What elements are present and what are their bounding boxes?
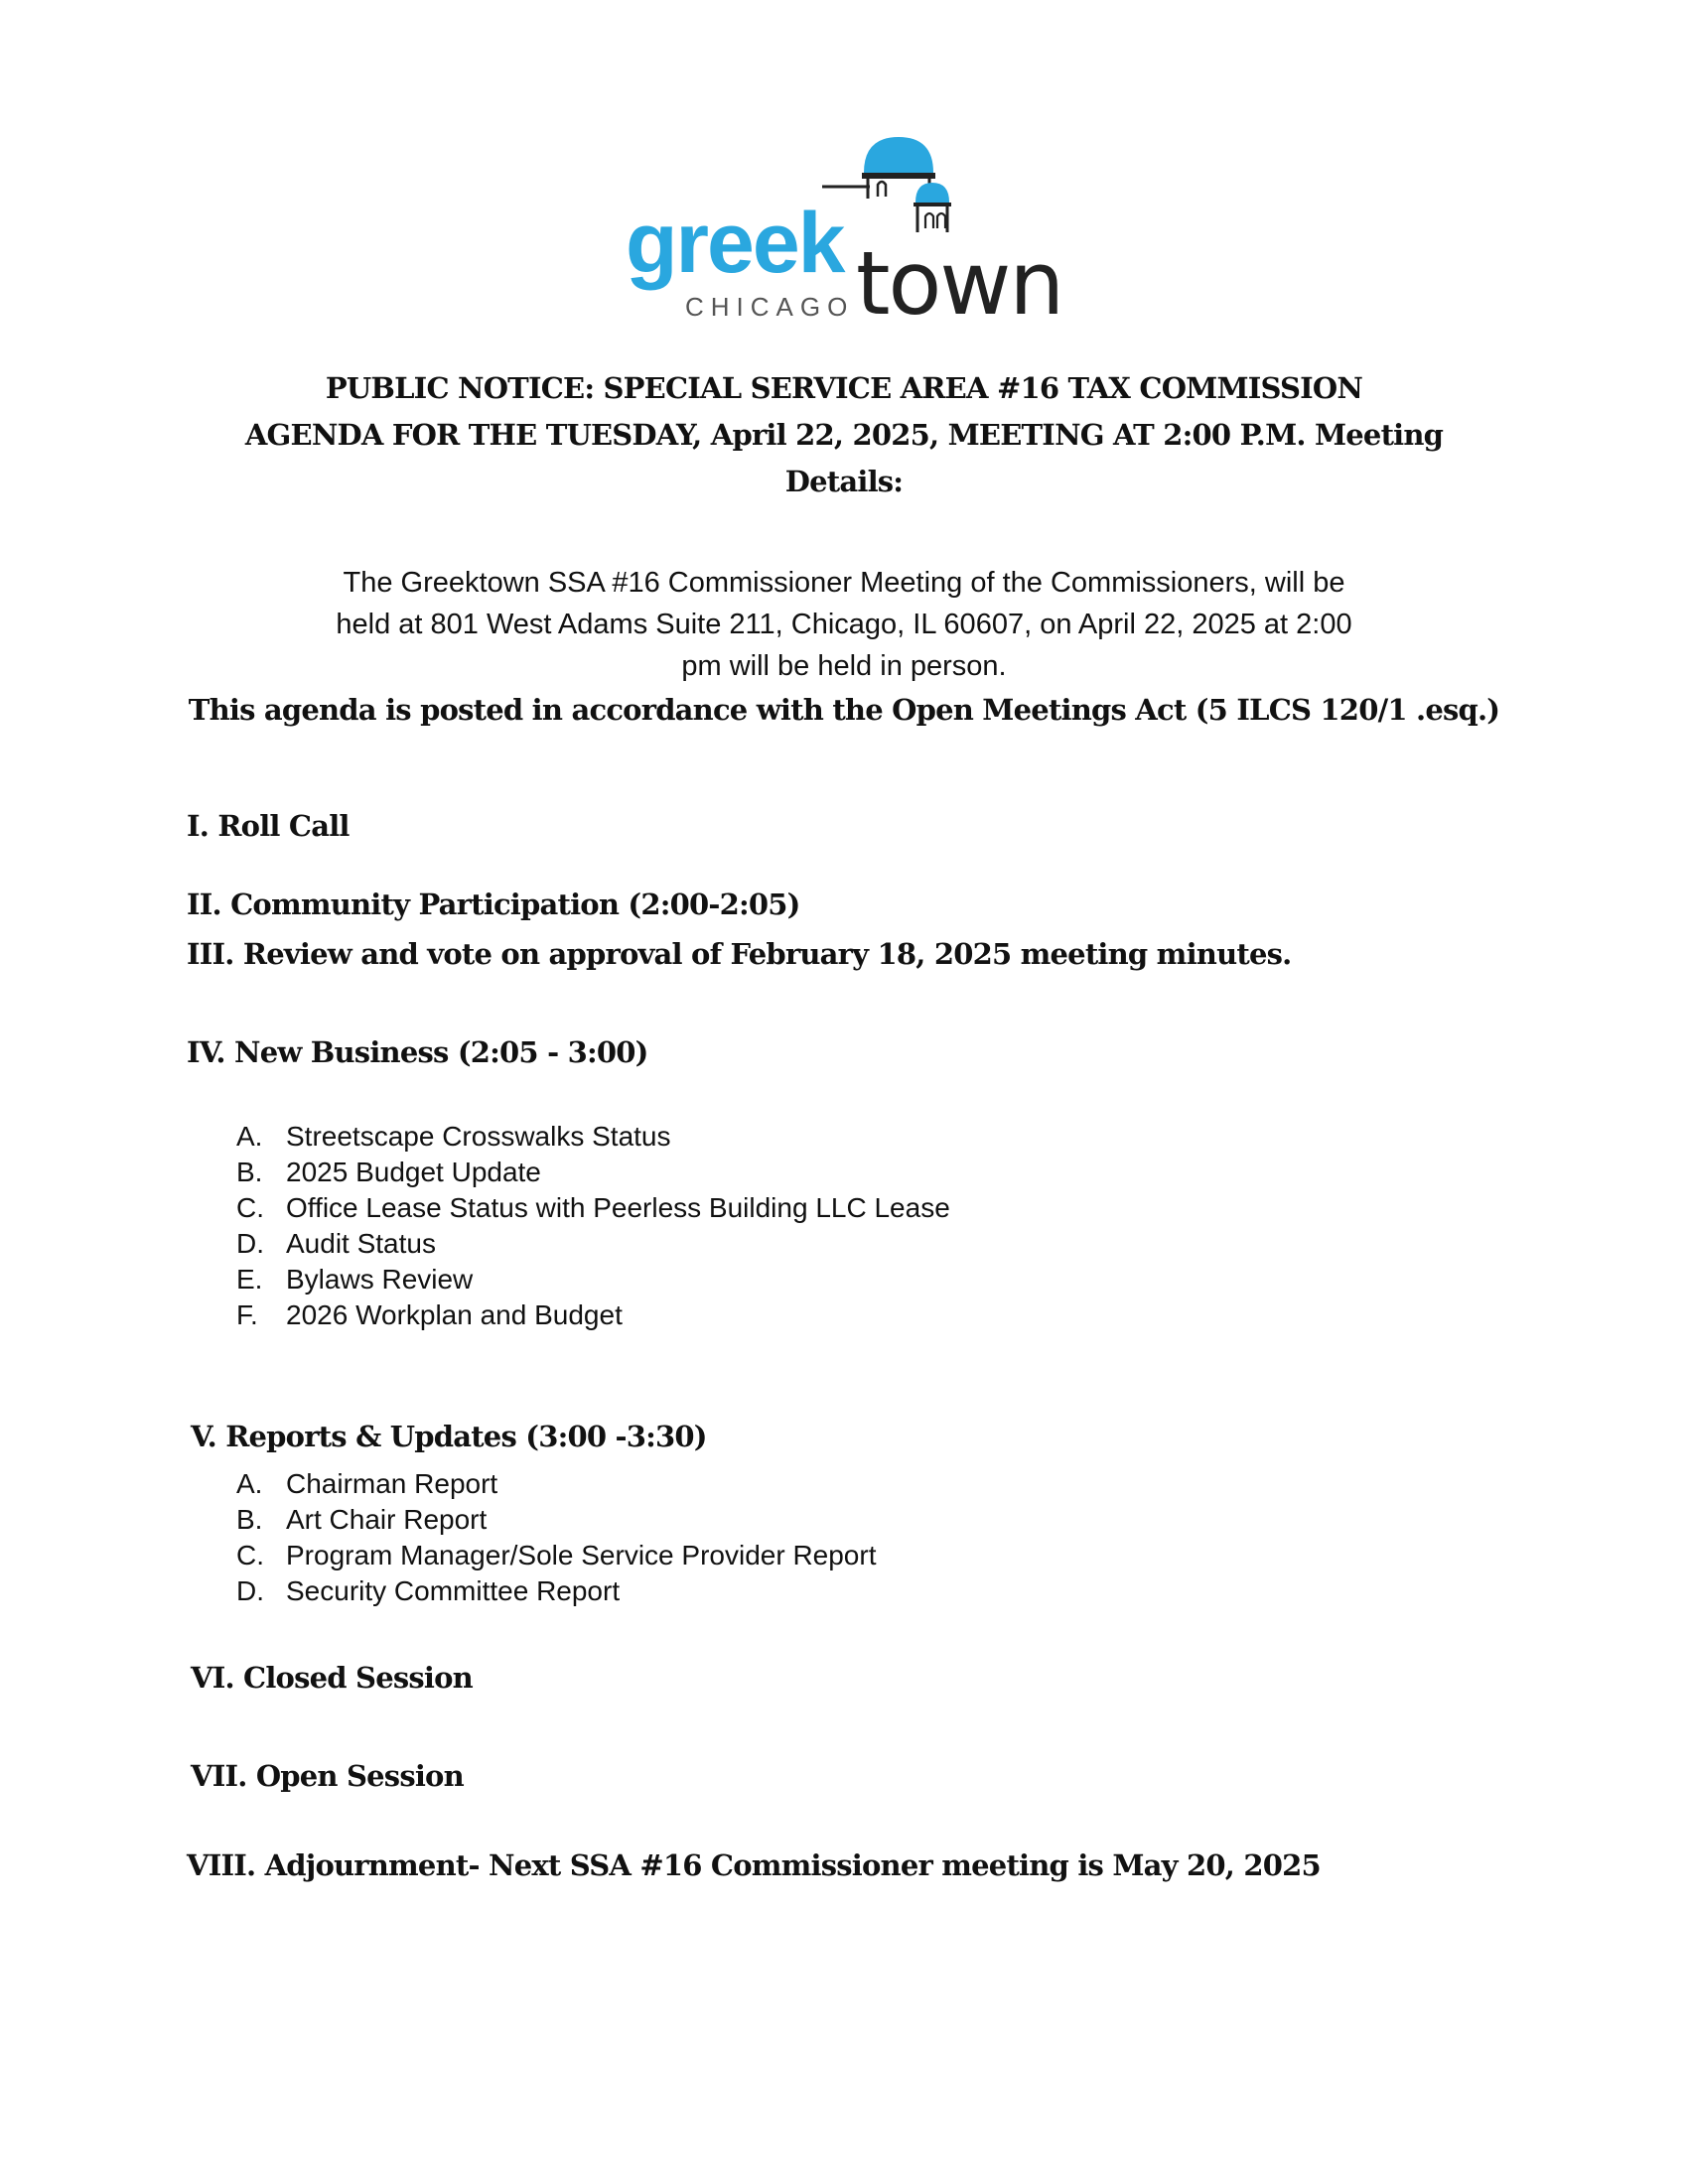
title-line: Details:	[784, 465, 904, 498]
list-item: C. Program Manager/Sole Service Provider Report	[236, 1540, 877, 1570]
reports-list	[236, 1466, 876, 1609]
logo-chicago-text: CHICAGO	[685, 292, 855, 321]
agenda-item-community-participation: II. Community Participation (2:00-2:05)	[187, 887, 800, 921]
logo-town-text: town	[856, 232, 1063, 321]
list-item: E. Bylaws Review	[236, 1264, 474, 1295]
list-item: B. Art Chair Report	[236, 1504, 488, 1535]
list-item: B. 2025 Budget Update	[236, 1157, 541, 1187]
logo-greek-text: greek	[626, 196, 844, 291]
title-line: AGENDA FOR THE TUESDAY, April 22, 2025, MEETING AT 2:00 P.M. Meeting	[244, 418, 1444, 452]
list-item: D. Security Committee Report	[236, 1575, 621, 1606]
meeting-details	[238, 562, 1450, 687]
details-line: The Greektown SSA #16 Commissioner Meeting of the Commissioners, will be	[343, 567, 1345, 599]
agenda-item-closed-session: VI. Closed Session	[191, 1661, 473, 1695]
details-line: pm will be held in person.	[681, 650, 1007, 682]
agenda-item-review-minutes: III. Review and vote on approval of February 18, 2025 meeting minutes.	[187, 937, 1292, 971]
notice-title	[199, 365, 1489, 505]
title-line: PUBLIC NOTICE: SPECIAL SERVICE AREA #16 TAX COMMISSION	[325, 371, 1363, 405]
list-item: F. 2026 Workplan and Budget	[236, 1299, 623, 1330]
open-meetings-notice: This agenda is posted in accordance with the Open Meetings Act (5 ILCS 120/1 .esq.)	[188, 693, 1500, 727]
agenda-item-roll-call: I. Roll Call	[187, 809, 350, 843]
list-item: A. Chairman Report	[236, 1468, 498, 1499]
agenda-item-new-business: IV. New Business (2:05 - 3:00)	[187, 1035, 648, 1069]
details-line: held at 801 West Adams Suite 211, Chicago, IL 60607, on April 22, 2025 at 2:00	[336, 609, 1352, 640]
agenda-item-open-session: VII. Open Session	[191, 1759, 464, 1793]
list-item: C. Office Lease Status with Peerless Building LLC Lease	[236, 1192, 950, 1223]
agenda-item-adjournment: VIII. Adjournment- Next SSA #16 Commissioner meeting is May 20, 2025	[187, 1848, 1321, 1882]
list-item: A. Streetscape Crosswalks Status	[236, 1121, 671, 1152]
greektown-chicago-logo	[626, 137, 1092, 321]
list-item: D. Audit Status	[236, 1228, 436, 1259]
agenda-item-reports-updates: V. Reports & Updates (3:00 -3:30)	[191, 1420, 707, 1453]
new-business-list	[236, 1119, 950, 1333]
